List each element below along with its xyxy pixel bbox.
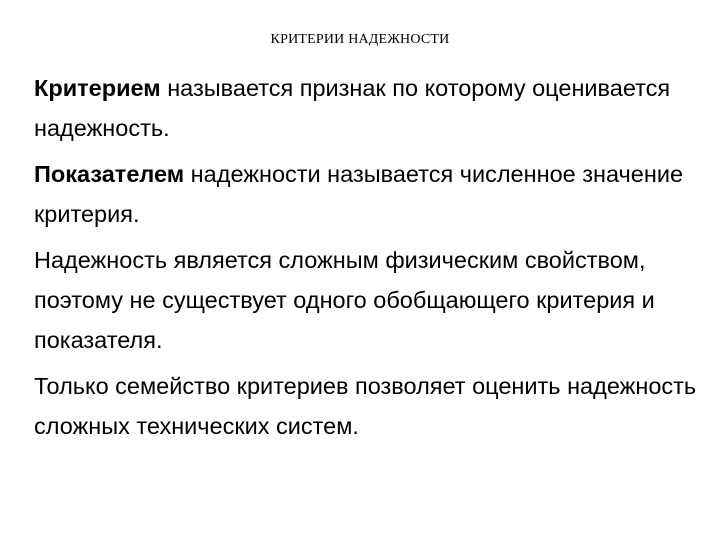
slide-title: КРИТЕРИИ НАДЕЖНОСТИ: [270, 32, 450, 47]
paragraph-indicator-definition: [34, 154, 714, 234]
paragraph-text: Надежность является сложным физическим свойством, поэтому не существует одного обобщающего критерия и показателя.: [34, 247, 655, 353]
term-indicator: Показателем: [34, 161, 185, 187]
paragraph-text: называется признак по которому оценивается надежность.: [34, 75, 671, 141]
slide-body: [34, 68, 714, 452]
paragraph-criteria-family: [34, 366, 714, 446]
paragraph-reliability-property: [34, 240, 714, 360]
paragraph-criterion-definition: [34, 68, 714, 148]
paragraph-text: надежности называется численное значение критерия.: [34, 161, 684, 227]
term-criterion: Критерием: [34, 75, 161, 101]
paragraph-text: Только семейство критериев позволяет оценить надежность сложных технических систем.: [34, 373, 697, 439]
